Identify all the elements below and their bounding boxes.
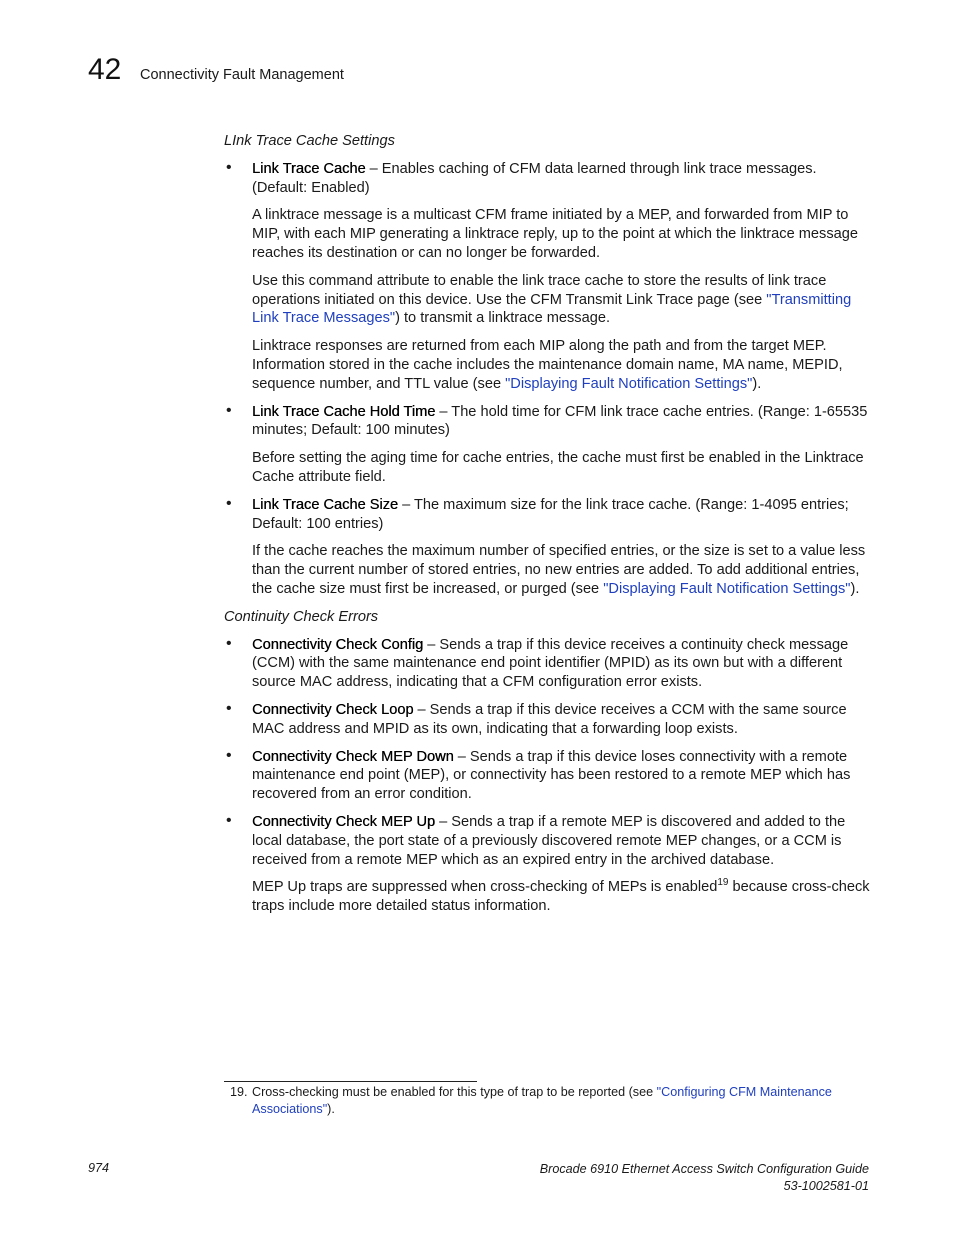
bullet-icon: • [226,699,232,717]
list-item-cc-config [224,636,874,692]
term-description: – The maximum size for the link trace cache. (Range: 1-4095 entries; Default: 100 entries) [252,496,849,532]
footnote-text [230,1084,870,1118]
text: Use this command attribute to enable the link trace cache to store the results of link trace operations initiated on this device. Use the CFM Transmit Link Trace page (see [252,272,827,308]
paragraph [224,878,874,916]
list-item-link-trace-hold-time [224,403,874,441]
term-description: – Sends a trap if a remote MEP is discovered and added to the local database, the port state of a previously discovered remote MEP changes, or a CCM is received from a remote MEP which as an expired entry in the archived database. [252,813,846,868]
term-description: – Sends a trap if this device receives a continuity check message (CCM) with the same maintenance end point identifier (MPID) as its own but with a different source MAC address, indicating that a CFM configuration error exists. [252,636,849,691]
text: If the cache reaches the maximum number of specified entries, or the size is set to a value less than the current number of stored entries, no new entries are added. To add additional entries, the cache size must first be increased, or purged (see [252,543,866,597]
link-displaying-fault-notification[interactable]: "Displaying Fault Notification Settings" [603,580,851,597]
bullet-icon: • [226,746,232,764]
paragraph: Before setting the aging time for cache entries, the cache must first be enabled in the Linktrace Cache attribute field. [252,450,864,485]
text: ). [752,375,762,392]
term-label: Link Trace Cache [252,160,366,177]
list-item-link-trace-size [224,496,874,534]
chapter-number: 42 [88,53,122,86]
paragraph [224,337,874,393]
text: ) to transmit a linktrace message. [395,310,611,327]
bullet-icon: • [226,158,232,176]
bullet-icon: • [226,494,232,512]
bullet-icon: • [226,811,232,829]
page-number: 974 [88,1161,110,1175]
paragraph [224,272,874,328]
list-item-cc-mep-down [224,748,874,804]
term-description: – Sends a trap if this device receives a CCM with the same source MAC address and MPID as its own, indicating that a forwarding loop exists. [252,701,847,737]
text: MEP Up traps are suppressed when cross-checking of MEPs is enabled [252,879,718,896]
list-item-link-trace-cache [224,160,874,198]
term-label: Connectivity Check Loop [252,701,414,718]
footnote-ref[interactable]: 19 [717,877,729,889]
term-label: Connectivity Check MEP Down [252,748,454,765]
term-label: Link Trace Cache Hold Time [252,403,436,420]
doc-number: 53-1002581-01 [783,1179,869,1193]
bullet-icon: • [226,634,232,652]
term-label: Link Trace Cache Size [252,496,399,513]
subheading-continuity: Continuity Check Errors [224,608,379,625]
list-item-cc-mep-up [224,813,874,869]
link-displaying-fault-notification[interactable]: "Displaying Fault Notification Settings" [505,375,753,392]
doc-title-text: Brocade 6910 Ethernet Access Switch Configuration Guide [539,1162,869,1176]
text: because cross-check traps include more detailed status information. [252,879,870,915]
chapter-title: Connectivity Fault Management [140,67,344,83]
term-label: Connectivity Check MEP Up [252,813,436,830]
bullet-icon: • [226,401,232,419]
document-title [540,1161,869,1195]
main-content [224,132,874,925]
link-configuring-cfm-ma[interactable]: "Configuring CFM Maintenance Associations" [252,1085,832,1116]
link-transmitting-link-trace[interactable]: "Transmitting Link Trace Messages" [252,291,852,327]
term-description: – The hold time for CFM link trace cache entries. (Range: 1-65535 minutes; Default: 100 minutes) [252,403,868,439]
term-label: Connectivity Check Config [252,636,424,653]
footnote [230,1084,870,1118]
text: ). [327,1102,335,1116]
paragraph: A linktrace message is a multicast CFM frame initiated by a MEP, and forwarded from MIP to MIP, with each MIP generating a linktrace reply, up to the point at which the linktrace message reaches its destination or can no longer be forwarded. [252,207,858,261]
subheading-link-trace: LInk Trace Cache Settings [224,133,395,149]
paragraph [224,542,874,598]
text: Linktrace responses are returned from each MIP along the path and from the target MEP. Information stored in the cache includes the maintenance domain name, MA name, MEPID, sequence number, and TTL value (see [252,338,843,392]
term-description: – Sends a trap if this device loses connectivity with a remote maintenance end point (MEP), or connectivity has been restored to a remote MEP which has recovered from an error condition. [252,748,851,803]
text: ). [850,580,860,597]
term-description: – Enables caching of CFM data learned through link trace messages. (Default: Enabled) [252,160,817,196]
text: Cross-checking must be enabled for this type of trap to be reported (see [252,1085,657,1099]
footnote-divider [224,1081,477,1082]
list-item-cc-loop [224,701,874,739]
footnote-number: 19. [230,1085,248,1099]
